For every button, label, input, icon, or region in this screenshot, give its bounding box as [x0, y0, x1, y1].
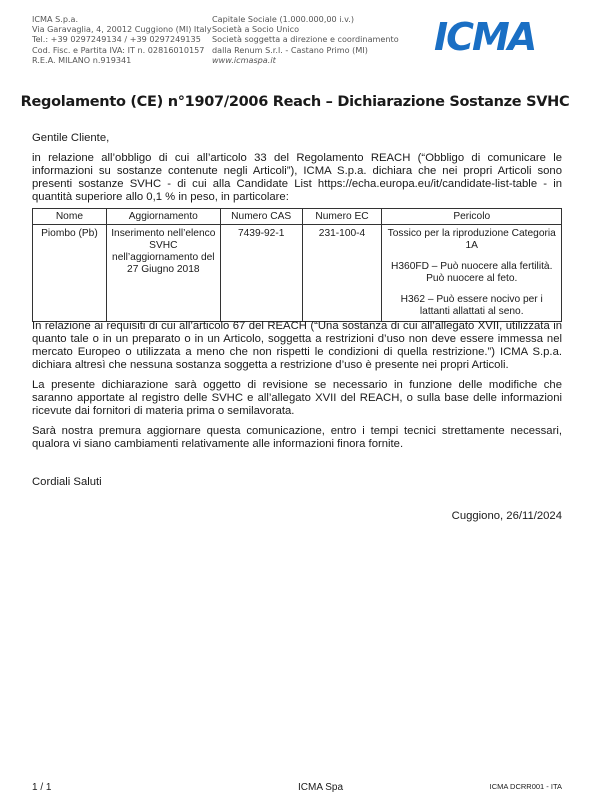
col-header-nome: Nome — [33, 209, 107, 225]
footer-company: ICMA Spa — [298, 782, 344, 793]
company-legal-block — [212, 14, 399, 65]
paragraph-revision: La presente dichiarazione sarà oggetto di revisione se necessario in funzione delle modifiche che saranno apportate al registro delle SVHC e all’allegato XVII del REACH, o sulla base delle informazioni ricevute dai fornitori di materia prima o semilavorata. — [32, 379, 562, 417]
col-header-aggiornamento: Aggiornamento — [106, 209, 220, 225]
parent-company: dalla Renum S.r.l. - Castano Primo (MI) — [212, 44, 368, 55]
col-header-pericolo: Pericolo — [382, 209, 562, 225]
company-phone: Tel.: +39 0297249134 / +39 0297249135 — [32, 34, 201, 45]
col-header-ec: Numero EC — [302, 209, 382, 225]
company-name: ICMA S.p.a. — [32, 14, 79, 24]
company-address: Via Garavaglia, 4, 20012 Cuggiono (MI) Italy — [32, 24, 212, 35]
cell-nome: Piombo (Pb) — [33, 225, 107, 322]
direction-note: Società soggetta a direzione e coordinamento — [212, 34, 399, 45]
document-title: Regolamento (CE) n°1907/2006 Reach – Dichiarazione Sostanze SVHC — [20, 94, 570, 110]
company-rea: R.E.A. MILANO n.919341 — [32, 54, 132, 65]
hazard-h362: H362 – Può essere nocivo per i lattanti allattati al seno. — [400, 294, 543, 317]
icma-logo — [428, 18, 558, 54]
paragraph-update: Sarà nostra premura aggiornare questa comunicazione, entro i tempi tecnici strettamente necessari, qualora vi siano cambiamenti relativamente alle informazioni finora fornite. — [32, 425, 562, 450]
col-header-cas: Numero CAS — [220, 209, 302, 225]
svhc-table — [32, 208, 562, 322]
website-link[interactable]: www.icmaspa.it — [212, 54, 276, 65]
table-row — [33, 225, 562, 322]
hazard-h360fd: H360FD – Può nuocere alla fertilità. Può nuocere al feto. — [391, 261, 553, 284]
hazard-reprotox: Tossico per la riproduzione Categoria 1A — [387, 228, 556, 251]
share-capital: Capitale Sociale (1.000.000,00 i.v.) — [212, 14, 354, 24]
cell-cas: 7439-92-1 — [220, 225, 302, 322]
company-address-block — [32, 14, 212, 65]
page-number: 1 / 1 — [32, 782, 52, 793]
cell-ec: 231-100-4 — [302, 225, 382, 322]
cell-pericolo — [382, 225, 562, 322]
closing-greeting: Cordiali Saluti — [32, 476, 102, 488]
intro-paragraph: in relazione all’obbligo di cui all’articolo 33 del Regolamento REACH (“Obbligo di comunicare le informazioni su sostanze contenute negli Articoli”), ICMA S.p.a. dichiara che nei propri Articoli sono presenti sostanze SVHC - di cui alla Candidate List https://echa.europa.eu/it/candidate-list-table - in quantità superiore allo 0,1 % in peso, in particolare: — [32, 152, 562, 203]
place-date: Cuggiono, 26/11/2024 — [451, 510, 562, 522]
single-shareholder: Società a Socio Unico — [212, 24, 300, 35]
paragraph-article-67: In relazione ai requisiti di cui all’articolo 67 del REACH (“Una sostanza di cui all’allegato XVII, utilizzata in quanto tale o in un preparato o in un Articolo, soggetta a restrizioni d’uso non deve essere immessa nel mercato Europeo o utilizzata a meno che non rispetti le condizioni di quella restrizione.”) ICMA S.p.a. dichiara altresì che nessuna sostanza soggetta a restrizione d’uso è presente nei propri Articoli. — [32, 320, 562, 371]
cell-aggiornamento: Inserimento nell’elenco SVHC nell’aggiornamento del 27 Giugno 2018 — [106, 225, 220, 322]
company-tax-id: Cod. Fisc. e Partita IVA: IT n. 02816010157 — [32, 44, 205, 55]
document-code: ICMA DCRR001 - ITA — [489, 782, 562, 791]
logo-text: ICMA — [434, 18, 536, 54]
table-header-row — [33, 209, 562, 225]
greeting: Gentile Cliente, — [32, 132, 110, 144]
